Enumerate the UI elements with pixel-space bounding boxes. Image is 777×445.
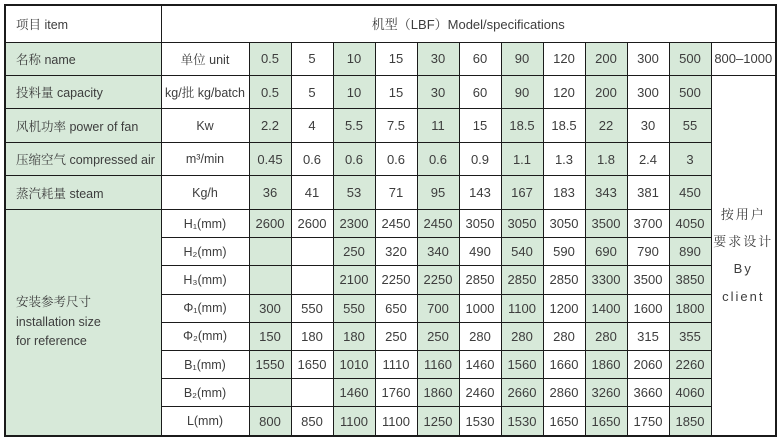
spec-cell: 1110 xyxy=(375,350,417,378)
spec-cell: 53 xyxy=(333,176,375,209)
spec-cell: 490 xyxy=(459,238,501,266)
table-header-row xyxy=(5,5,776,42)
spec-table xyxy=(4,4,777,437)
table-row xyxy=(5,75,776,108)
spec-cell: 0.45 xyxy=(249,142,291,175)
spec-cell: 3 xyxy=(669,142,711,175)
spec-cell: 2660 xyxy=(501,379,543,407)
spec-cell: 300 xyxy=(627,75,669,108)
spec-cell: 381 xyxy=(627,176,669,209)
spec-cell: 2850 xyxy=(501,266,543,294)
spec-cell: 2850 xyxy=(459,266,501,294)
spec-cell: 3660 xyxy=(627,379,669,407)
spec-cell: 200 xyxy=(585,42,627,75)
unit-cell: H₂(mm) xyxy=(161,238,249,266)
spec-cell: 90 xyxy=(501,75,543,108)
spec-cell: 7.5 xyxy=(375,109,417,142)
spec-cell: 1400 xyxy=(585,294,627,322)
spec-cell: 1750 xyxy=(627,407,669,436)
spec-cell: 1660 xyxy=(543,350,585,378)
table-row xyxy=(5,42,776,75)
spec-cell xyxy=(291,379,333,407)
spec-cell: 2060 xyxy=(627,350,669,378)
unit-cell: H₁(mm) xyxy=(161,209,249,237)
unit-cell: Φ₁(mm) xyxy=(161,294,249,322)
table-row xyxy=(5,109,776,142)
spec-cell: 15 xyxy=(459,109,501,142)
item-header-cell: 项目 item xyxy=(5,5,161,42)
spec-cell: 2250 xyxy=(417,266,459,294)
by-client-cell xyxy=(711,75,776,436)
spec-cell: 2.2 xyxy=(249,109,291,142)
spec-cell: 3260 xyxy=(585,379,627,407)
spec-cell: 280 xyxy=(585,322,627,350)
spec-cell: 1100 xyxy=(333,407,375,436)
spec-cell: 0.6 xyxy=(375,142,417,175)
spec-cell: 2450 xyxy=(417,209,459,237)
spec-cell: 0.6 xyxy=(417,142,459,175)
spec-cell: 1650 xyxy=(585,407,627,436)
spec-cell: 2600 xyxy=(291,209,333,237)
spec-cell: 1530 xyxy=(501,407,543,436)
spec-cell: 2.4 xyxy=(627,142,669,175)
spec-cell: 183 xyxy=(543,176,585,209)
spec-cell: 343 xyxy=(585,176,627,209)
spec-cell: 0.5 xyxy=(249,75,291,108)
unit-cell: m³/min xyxy=(161,142,249,175)
row-label: 名称 name xyxy=(5,42,161,75)
spec-cell: 30 xyxy=(417,75,459,108)
spec-cell: 2300 xyxy=(333,209,375,237)
spec-cell: 300 xyxy=(627,42,669,75)
spec-cell: 180 xyxy=(333,322,375,350)
spec-cell: 2100 xyxy=(333,266,375,294)
spec-cell: 1.1 xyxy=(501,142,543,175)
row-label: 风机功率 power of fan xyxy=(5,109,161,142)
spec-cell: 850 xyxy=(291,407,333,436)
spec-cell: 15 xyxy=(375,42,417,75)
spec-cell: 3050 xyxy=(459,209,501,237)
spec-cell: 1530 xyxy=(459,407,501,436)
text-line: 要求设计 xyxy=(713,234,774,250)
range-cell: 800–1000 xyxy=(711,42,776,75)
installation-label-cell xyxy=(5,209,161,436)
spec-cell: 2600 xyxy=(249,209,291,237)
unit-cell: Kw xyxy=(161,109,249,142)
spec-cell: 800 xyxy=(249,407,291,436)
spec-cell: 1.3 xyxy=(543,142,585,175)
spec-cell: 22 xyxy=(585,109,627,142)
spec-cell: 1650 xyxy=(291,350,333,378)
spec-cell: 1800 xyxy=(669,294,711,322)
spec-cell xyxy=(291,266,333,294)
spec-cell: 280 xyxy=(501,322,543,350)
spec-cell: 71 xyxy=(375,176,417,209)
unit-cell: H₃(mm) xyxy=(161,266,249,294)
spec-cell: 1000 xyxy=(459,294,501,322)
spec-cell: 120 xyxy=(543,42,585,75)
spec-cell: 60 xyxy=(459,42,501,75)
spec-cell: 95 xyxy=(417,176,459,209)
spec-cell: 790 xyxy=(627,238,669,266)
spec-cell xyxy=(249,266,291,294)
spec-cell: 90 xyxy=(501,42,543,75)
spec-cell: 550 xyxy=(333,294,375,322)
text-line: for reference xyxy=(16,334,87,349)
spec-cell: 1460 xyxy=(459,350,501,378)
spec-cell: 200 xyxy=(585,75,627,108)
spec-cell: 650 xyxy=(375,294,417,322)
spec-cell: 120 xyxy=(543,75,585,108)
spec-cell: 1550 xyxy=(249,350,291,378)
spec-cell: 5.5 xyxy=(333,109,375,142)
spec-cell: 500 xyxy=(669,75,711,108)
spec-cell: 0.6 xyxy=(333,142,375,175)
text-line: 按用户 xyxy=(720,206,766,222)
spec-cell: 2250 xyxy=(375,266,417,294)
unit-cell: L(mm) xyxy=(161,407,249,436)
spec-cell: 18.5 xyxy=(543,109,585,142)
spec-cell: 36 xyxy=(249,176,291,209)
spec-cell: 2450 xyxy=(375,209,417,237)
spec-cell: 11 xyxy=(417,109,459,142)
spec-cell: 250 xyxy=(333,238,375,266)
spec-cell: 355 xyxy=(669,322,711,350)
spec-cell: 340 xyxy=(417,238,459,266)
spec-cell: 2260 xyxy=(669,350,711,378)
spec-cell: 60 xyxy=(459,75,501,108)
spec-cell: 1.8 xyxy=(585,142,627,175)
unit-cell: kg/批 kg/batch xyxy=(161,75,249,108)
spec-cell: 4050 xyxy=(669,209,711,237)
spec-cell: 2460 xyxy=(459,379,501,407)
spec-cell: 1250 xyxy=(417,407,459,436)
spec-cell: 3500 xyxy=(585,209,627,237)
spec-cell: 1850 xyxy=(669,407,711,436)
spec-cell: 250 xyxy=(417,322,459,350)
spec-cell: 10 xyxy=(333,42,375,75)
spec-cell: 1860 xyxy=(417,379,459,407)
text-line: installation size xyxy=(16,314,101,329)
spec-cell: 10 xyxy=(333,75,375,108)
spec-cell: 55 xyxy=(669,109,711,142)
spec-cell: 1560 xyxy=(501,350,543,378)
model-header-cell: 机型（LBF）Model/specifications xyxy=(161,5,776,42)
spec-cell: 315 xyxy=(627,322,669,350)
spec-cell: 690 xyxy=(585,238,627,266)
spec-cell: 180 xyxy=(291,322,333,350)
row-label: 蒸汽耗量 steam xyxy=(5,176,161,209)
spec-cell: 1010 xyxy=(333,350,375,378)
spec-cell: 1650 xyxy=(543,407,585,436)
spec-cell: 1200 xyxy=(543,294,585,322)
spec-cell: 4 xyxy=(291,109,333,142)
spec-cell: 700 xyxy=(417,294,459,322)
unit-cell: Φ₂(mm) xyxy=(161,322,249,350)
text-line: 安装参考尺寸 xyxy=(16,295,92,310)
spec-cell: 2850 xyxy=(543,266,585,294)
spec-cell: 450 xyxy=(669,176,711,209)
spec-cell: 1100 xyxy=(501,294,543,322)
row-label: 投料量 capacity xyxy=(5,75,161,108)
spec-cell xyxy=(291,238,333,266)
spec-cell: 0.9 xyxy=(459,142,501,175)
spec-cell: 2860 xyxy=(543,379,585,407)
spec-cell xyxy=(249,379,291,407)
spec-cell: 1460 xyxy=(333,379,375,407)
spec-cell: 890 xyxy=(669,238,711,266)
spec-cell: 0.6 xyxy=(291,142,333,175)
spec-cell: 3500 xyxy=(627,266,669,294)
spec-cell: 3850 xyxy=(669,266,711,294)
spec-cell: 280 xyxy=(459,322,501,350)
spec-cell: 15 xyxy=(375,75,417,108)
spec-cell: 41 xyxy=(291,176,333,209)
unit-cell: B₁(mm) xyxy=(161,350,249,378)
spec-cell: 1760 xyxy=(375,379,417,407)
spec-cell: 1860 xyxy=(585,350,627,378)
spec-cell: 540 xyxy=(501,238,543,266)
unit-cell: Kg/h xyxy=(161,176,249,209)
row-label: 压缩空气 compressed air xyxy=(5,142,161,175)
table-row xyxy=(5,142,776,175)
spec-cell: 250 xyxy=(375,322,417,350)
spec-cell: 5 xyxy=(291,42,333,75)
spec-cell: 0.5 xyxy=(249,42,291,75)
spec-cell: 500 xyxy=(669,42,711,75)
spec-cell: 3700 xyxy=(627,209,669,237)
spec-cell: 3050 xyxy=(543,209,585,237)
spec-cell: 150 xyxy=(249,322,291,350)
unit-cell: B₂(mm) xyxy=(161,379,249,407)
spec-cell: 550 xyxy=(291,294,333,322)
table-row xyxy=(5,209,776,237)
spec-cell: 1160 xyxy=(417,350,459,378)
spec-cell: 300 xyxy=(249,294,291,322)
spec-cell: 4060 xyxy=(669,379,711,407)
spec-cell: 280 xyxy=(543,322,585,350)
spec-cell: 30 xyxy=(627,109,669,142)
spec-cell: 590 xyxy=(543,238,585,266)
spec-cell: 5 xyxy=(291,75,333,108)
spec-cell: 3050 xyxy=(501,209,543,237)
spec-cell: 1100 xyxy=(375,407,417,436)
spec-cell: 18.5 xyxy=(501,109,543,142)
spec-cell: 1600 xyxy=(627,294,669,322)
table-row xyxy=(5,176,776,209)
spec-cell: 3300 xyxy=(585,266,627,294)
spec-cell: 320 xyxy=(375,238,417,266)
unit-cell: 单位 unit xyxy=(161,42,249,75)
spec-cell: 143 xyxy=(459,176,501,209)
spec-cell: 167 xyxy=(501,176,543,209)
text-line: By client xyxy=(722,261,765,304)
spec-cell xyxy=(249,238,291,266)
spec-cell: 30 xyxy=(417,42,459,75)
